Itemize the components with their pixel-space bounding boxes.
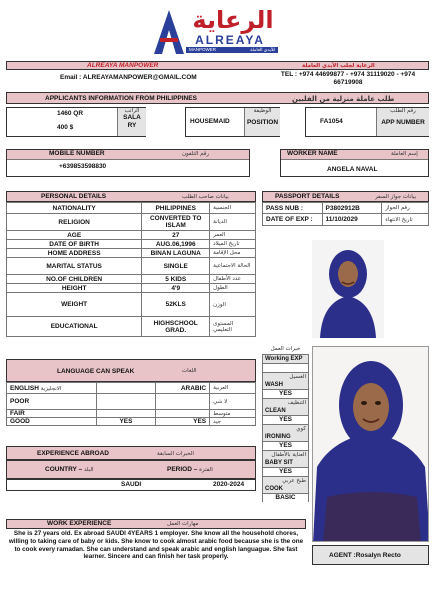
app-number-value: FA1054: [320, 118, 343, 125]
skill-value: YES: [262, 441, 309, 450]
app-number-label-ar: رقم الطلب: [390, 108, 416, 114]
skills-title-ar: خبرات العمل: [270, 346, 301, 352]
skill-label: WASH: [265, 382, 283, 388]
skill-value: YES: [262, 467, 309, 476]
skill-label-cell: [262, 450, 309, 467]
salary-qr: 1460 QR: [57, 110, 84, 117]
arabic-label: ARABIC: [156, 383, 210, 394]
arabic-level-value: YES: [156, 418, 210, 426]
personal-row-value: CONVERTED TO ISLAM: [142, 214, 210, 231]
personal-row: [7, 258, 256, 275]
personal-row-value: 27: [142, 231, 210, 240]
skill-value: YES: [262, 389, 309, 398]
applicants-bar: [6, 92, 429, 104]
skill-label: COOK: [265, 486, 283, 492]
personal-row-label: MARITAL STATUS: [7, 258, 142, 275]
language-row: [7, 410, 256, 418]
company-logo: [150, 6, 290, 56]
language-table: [6, 382, 256, 426]
company-name: ALREAYA MANPOWER: [87, 62, 159, 69]
app-number-box: [305, 107, 429, 137]
skills-column: [262, 346, 309, 501]
company-bar: [6, 61, 429, 70]
skill-label: IRONING: [265, 434, 291, 440]
personal-row-label-ar: الوزن: [210, 293, 256, 317]
experience-country: SAUDI: [121, 481, 142, 488]
portrait-photo-full: [312, 346, 429, 542]
portrait-photo-small: [312, 240, 384, 338]
salary-usd: 400 $: [57, 124, 74, 131]
personal-row-value: HIGHSCHOOL GRAD.: [142, 317, 210, 337]
language-level-ar: متوسط: [210, 410, 256, 418]
personal-row-label-ar: الحالة الاجتماعية: [210, 258, 256, 275]
skill-label-cell: [262, 398, 309, 415]
english-level-value: YES: [96, 418, 156, 426]
personal-row-label: DATE OF BIRTH: [7, 240, 142, 249]
personal-row: [7, 203, 256, 214]
experience-period: 2020-2024: [213, 481, 245, 488]
agent-box: [312, 545, 429, 565]
english-label: ENGLISH: [10, 384, 39, 392]
skill-label-cell: [262, 424, 309, 441]
country-label-ar: البلد: [84, 467, 94, 473]
personal-row: [7, 317, 256, 337]
language-level-ar: لا شي: [210, 394, 256, 410]
worker-name-value: ANGELA NAVAL: [327, 166, 378, 173]
app-number-label: APP NUMBER: [381, 119, 425, 126]
passport-title-ar: بيانات جواز السفر: [375, 194, 417, 200]
personal-row: [7, 231, 256, 240]
personal-row-label: HEIGHT: [7, 284, 142, 293]
skill-label-ar: الغسيل: [289, 374, 306, 380]
salary-label-ar: الراتب: [124, 108, 140, 114]
language-level: GOOD: [7, 418, 97, 426]
personal-row-label: AGE: [7, 231, 142, 240]
skill-value: [262, 363, 309, 372]
work-exp-text: She is 27 years old. Ex abroad SAUDI 4YEARS 1 employer. She know all the household chores, willing to taking care of baby or kids. She know to cook almost arabic food because she is the one to cook every ramadan. She can understand and speak arabic and english languague. She fast learner. Sincere and can finish her task properly.: [8, 530, 304, 561]
salary-label: SALA RY: [123, 114, 141, 129]
personal-row-value: SINGLE: [142, 258, 210, 275]
skill-label-cell: [262, 372, 309, 389]
position-box: [185, 107, 280, 137]
personal-row-label-ar: الديانة: [210, 214, 256, 231]
logo-tagline-ar: للأيدي العاملة: [250, 47, 275, 52]
skill-value: BASIC: [262, 493, 309, 502]
personal-row-label: NATIONALITY: [7, 203, 142, 214]
personal-row-label: RELIGION: [7, 214, 142, 231]
personal-row-value: BINAN LAGUNA: [142, 249, 210, 258]
work-exp-title-ar: مهارات العمل: [167, 521, 199, 527]
personal-row-label: NO.OF CHILDREN: [7, 275, 142, 284]
skill-label: CLEAN: [265, 408, 286, 414]
mobile-label-ar: رقم التلفون: [182, 151, 210, 157]
personal-row-label: HOME ADDRESS: [7, 249, 142, 258]
passport-number-label: PASS NUB :: [263, 203, 323, 214]
arabic-level-value: [156, 394, 210, 410]
language-level: FAIR: [7, 410, 97, 418]
applicants-label-ar: طلب عاملة منزلية من الفلبين: [292, 95, 395, 103]
agent-label: AGENT :Rosalyn Recto: [329, 552, 401, 559]
worker-label: WORKER NAME: [287, 150, 338, 157]
personal-row-label-ar: الطول: [210, 284, 256, 293]
email: Email : ALREAYAMANPOWER@GMAIL.COM: [60, 74, 197, 81]
worker-label-ar: إسم العاملة: [391, 151, 418, 157]
experience-header: [6, 446, 256, 460]
logo-latin: ALREAYA: [195, 33, 265, 47]
skill-label: BABY SIT: [265, 460, 293, 466]
logo-arabic: الرعاية: [192, 6, 274, 34]
position-value: HOUSEMAID: [190, 118, 230, 125]
personal-row-value: 52KLS: [142, 293, 210, 317]
mobile-box: [6, 149, 250, 177]
personal-row-label: WEIGHT: [7, 293, 142, 317]
period-label-ar: الفترة: [199, 467, 213, 473]
personal-row-label-ar: محل الإقامة: [210, 249, 256, 258]
experience-columns: COUNTRY – البلد PERIOD – الفترة: [6, 460, 256, 479]
personal-row-value: PHILIPPINES: [142, 203, 210, 214]
skill-label-ar: طبخ عربي: [282, 478, 306, 484]
worker-name-box: [280, 149, 429, 177]
skill-label-ar: العناية بالأطفال: [271, 452, 306, 458]
position-label: POSITION: [246, 119, 279, 126]
passport-title: PASSPORT DETAILS: [275, 193, 340, 200]
personal-row-label-ar: المستوى التعليمي: [210, 317, 256, 337]
experience-title: EXPERIENCE ABROAD: [37, 450, 109, 457]
skill-label-cell: [262, 354, 309, 363]
personal-title-ar: بيانات صاحب الطلب: [182, 194, 229, 200]
skill-label-cell: [262, 476, 309, 493]
position-label-ar: الوظيفة: [253, 108, 272, 114]
work-exp-header: [6, 519, 306, 529]
personal-row: [7, 284, 256, 293]
telephone: TEL : +974 44699877 - +974 31119020 - +974 66719908: [280, 71, 416, 86]
logo-a-mark: [154, 10, 184, 54]
personal-row: [7, 240, 256, 249]
personal-row-label-ar: تاريخ الميلاد: [210, 240, 256, 249]
personal-row-label-ar: الجنسية: [210, 203, 256, 214]
language-title: LANGUAGE CAN SPEAK: [57, 368, 135, 375]
period-label: PERIOD: [167, 466, 192, 473]
mobile-value: +639853598830: [59, 163, 107, 170]
personal-title: PERSONAL DETAILS: [41, 193, 107, 200]
english-label-ar: الانجليزية: [40, 385, 62, 392]
personal-row: [7, 293, 256, 317]
skill-label-ar: كوي: [296, 426, 306, 432]
skill-label: Working EXP: [265, 356, 303, 362]
personal-row-label-ar: عدد الأطفال: [210, 275, 256, 284]
passport-table: [262, 202, 429, 226]
passport-number-value: P3802912B: [322, 203, 382, 214]
company-name-ar: الرعاية لجلب الأيدي العاملة: [302, 63, 375, 69]
personal-table: [6, 202, 256, 337]
salary-box: [6, 107, 146, 137]
personal-row-value: 4'9: [142, 284, 210, 293]
work-exp-title: WORK EXPERIENCE: [47, 520, 112, 527]
personal-row-value: 5 KIDS: [142, 275, 210, 284]
english-level-value: [96, 410, 156, 418]
personal-header: [6, 191, 256, 202]
language-level-ar: جيد: [210, 418, 256, 426]
passport-expiry-label: DATE OF EXP :: [263, 214, 323, 226]
passport-expiry-value: 11/10/2029: [322, 214, 382, 226]
language-level: POOR: [7, 394, 97, 410]
applicants-label: APPLICANTS INFORMATION FROM PHILIPPINES: [45, 95, 197, 102]
personal-row-value: AUG.06,1996: [142, 240, 210, 249]
skill-label-ar: التنظيف: [287, 400, 306, 406]
experience-title-ar: الخبرات السابقة: [157, 451, 194, 457]
mobile-label: MOBILE NUMBER: [49, 150, 105, 157]
country-label: COUNTRY: [45, 466, 77, 473]
personal-row-label-ar: العمر: [210, 231, 256, 240]
language-title-ar: اللغات: [182, 368, 197, 374]
personal-row: [7, 214, 256, 231]
personal-row-label: EDUCATIONAL: [7, 317, 142, 337]
language-row: [7, 418, 256, 426]
experience-row: [6, 479, 256, 491]
personal-row: [7, 249, 256, 258]
language-row: [7, 394, 256, 410]
english-level-value: [96, 394, 156, 410]
arabic-level-value: [156, 410, 210, 418]
personal-row: [7, 275, 256, 284]
logo-tagline: MANPOWER: [189, 47, 216, 52]
passport-number-label-ar: رقم الجواز: [382, 203, 429, 214]
passport-expiry-label-ar: تاريخ الانتهاء: [382, 214, 429, 226]
passport-header: [262, 191, 429, 202]
language-header: [6, 359, 256, 382]
arabic-label-ar: العربية: [210, 383, 256, 394]
skill-value: YES: [262, 415, 309, 424]
